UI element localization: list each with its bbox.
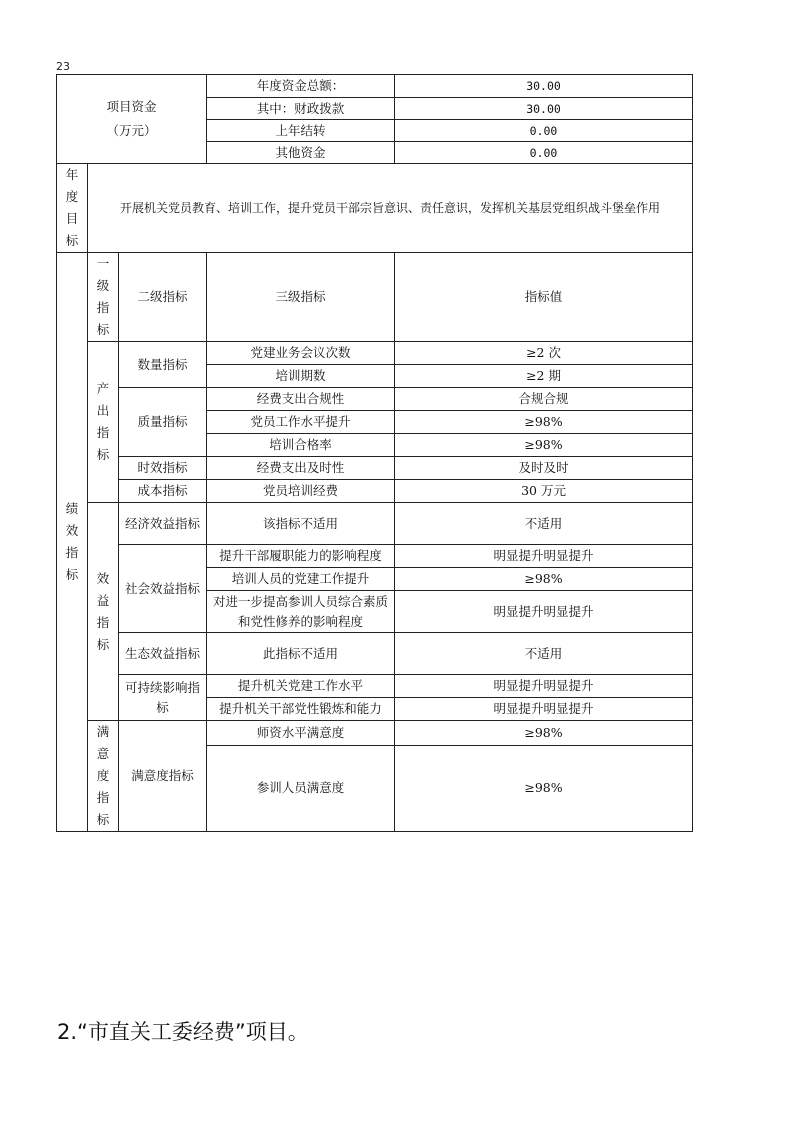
table-row — [57, 545, 693, 568]
annual-goal-row — [57, 164, 693, 253]
indicator-name: 提升机关干部党性锻炼和能力 — [207, 698, 395, 721]
table-row — [57, 721, 693, 746]
header-level2: 二级指标 — [119, 253, 207, 342]
indicator-value: ≥98% — [395, 411, 693, 434]
indicator-header-row — [57, 253, 693, 342]
indicator-name: 参训人员满意度 — [207, 745, 395, 831]
funds-item-label: 上年结转 — [207, 120, 395, 142]
table-row — [57, 342, 693, 365]
indicator-name: 经费支出合规性 — [207, 388, 395, 411]
table-row — [57, 675, 693, 698]
funds-label-line2: （万元） — [106, 123, 157, 138]
quantity-label: 数量指标 — [119, 342, 207, 388]
indicator-value: 明显提升明显提升 — [395, 591, 693, 633]
indicator-value: 明显提升明显提升 — [395, 698, 693, 721]
indicator-value: ≥98% — [395, 745, 693, 831]
header-value: 指标值 — [395, 253, 693, 342]
timeliness-label: 时效指标 — [119, 457, 207, 480]
indicator-name: 经费支出及时性 — [207, 457, 395, 480]
indicator-name: 党员培训经费 — [207, 480, 395, 503]
page-number: 23 — [56, 60, 70, 73]
benefit-label: 效益指标 — [88, 503, 119, 721]
table-row — [57, 388, 693, 411]
table-row — [57, 503, 693, 545]
annual-goal-text: 开展机关党员教育、培训工作，提升党员干部宗旨意识、责任意识，发挥机关基层党组织战斗堡垒作用 — [88, 164, 693, 253]
cost-label: 成本指标 — [119, 480, 207, 503]
indicator-value: 不适用 — [395, 503, 693, 545]
indicator-name: 培训合格率 — [207, 434, 395, 457]
table-row — [57, 480, 693, 503]
funds-item-value: 30.00 — [395, 98, 693, 120]
indicator-value: 不适用 — [395, 633, 693, 675]
satisfaction-sub-label: 满意度指标 — [119, 721, 207, 832]
indicator-name: 培训人员的党建工作提升 — [207, 568, 395, 591]
output-label: 产出指标 — [88, 342, 119, 503]
economic-label: 经济效益指标 — [119, 503, 207, 545]
funds-item-value: 30.00 — [395, 75, 693, 98]
social-label: 社会效益指标 — [119, 545, 207, 633]
indicator-value: 合规合规 — [395, 388, 693, 411]
indicator-name: 提升干部履职能力的影响程度 — [207, 545, 395, 568]
indicator-name: 对进一步提高参训人员综合素质和党性修养的影响程度 — [207, 591, 395, 633]
indicator-value: ≥98% — [395, 721, 693, 746]
funds-item-value: 0.00 — [395, 142, 693, 164]
indicator-value: ≥2 期 — [395, 365, 693, 388]
indicator-value: 及时及时 — [395, 457, 693, 480]
indicator-name: 提升机关党建工作水平 — [207, 675, 395, 698]
funds-item-label: 其他资金 — [207, 142, 395, 164]
table-row — [57, 633, 693, 675]
funds-item-label: 年度资金总额： — [207, 75, 395, 98]
indicator-value: 30 万元 — [395, 480, 693, 503]
annual-goal-label: 年度目标 — [57, 164, 88, 253]
indicator-name: 党建业务会议次数 — [207, 342, 395, 365]
indicator-value: ≥2 次 — [395, 342, 693, 365]
indicator-value: 明显提升明显提升 — [395, 545, 693, 568]
funds-label-cell — [57, 75, 207, 164]
indicator-value: 明显提升明显提升 — [395, 675, 693, 698]
indicator-name: 该指标不适用 — [207, 503, 395, 545]
performance-label: 绩效指标 — [57, 253, 88, 832]
ecological-label: 生态效益指标 — [119, 633, 207, 675]
header-level1: 一级指标 — [88, 253, 119, 342]
quality-label: 质量指标 — [119, 388, 207, 457]
funds-row — [57, 75, 693, 98]
project-table — [56, 74, 693, 832]
funds-item-value: 0.00 — [395, 120, 693, 142]
sustainable-label: 可持续影响指标 — [119, 675, 207, 721]
indicator-name: 师资水平满意度 — [207, 721, 395, 746]
section-heading: 2.“市直关工委经费”项目。 — [57, 1020, 309, 1044]
indicator-name: 党员工作水平提升 — [207, 411, 395, 434]
header-level3: 三级指标 — [207, 253, 395, 342]
funds-item-label: 其中：财政拨款 — [207, 98, 395, 120]
indicator-name: 此指标不适用 — [207, 633, 395, 675]
indicator-name: 培训期数 — [207, 365, 395, 388]
satisfaction-label: 满意度指标 — [88, 721, 119, 832]
table-row — [57, 457, 693, 480]
indicator-value: ≥98% — [395, 434, 693, 457]
funds-label-line1: 项目资金 — [106, 99, 157, 114]
indicator-value: ≥98% — [395, 568, 693, 591]
